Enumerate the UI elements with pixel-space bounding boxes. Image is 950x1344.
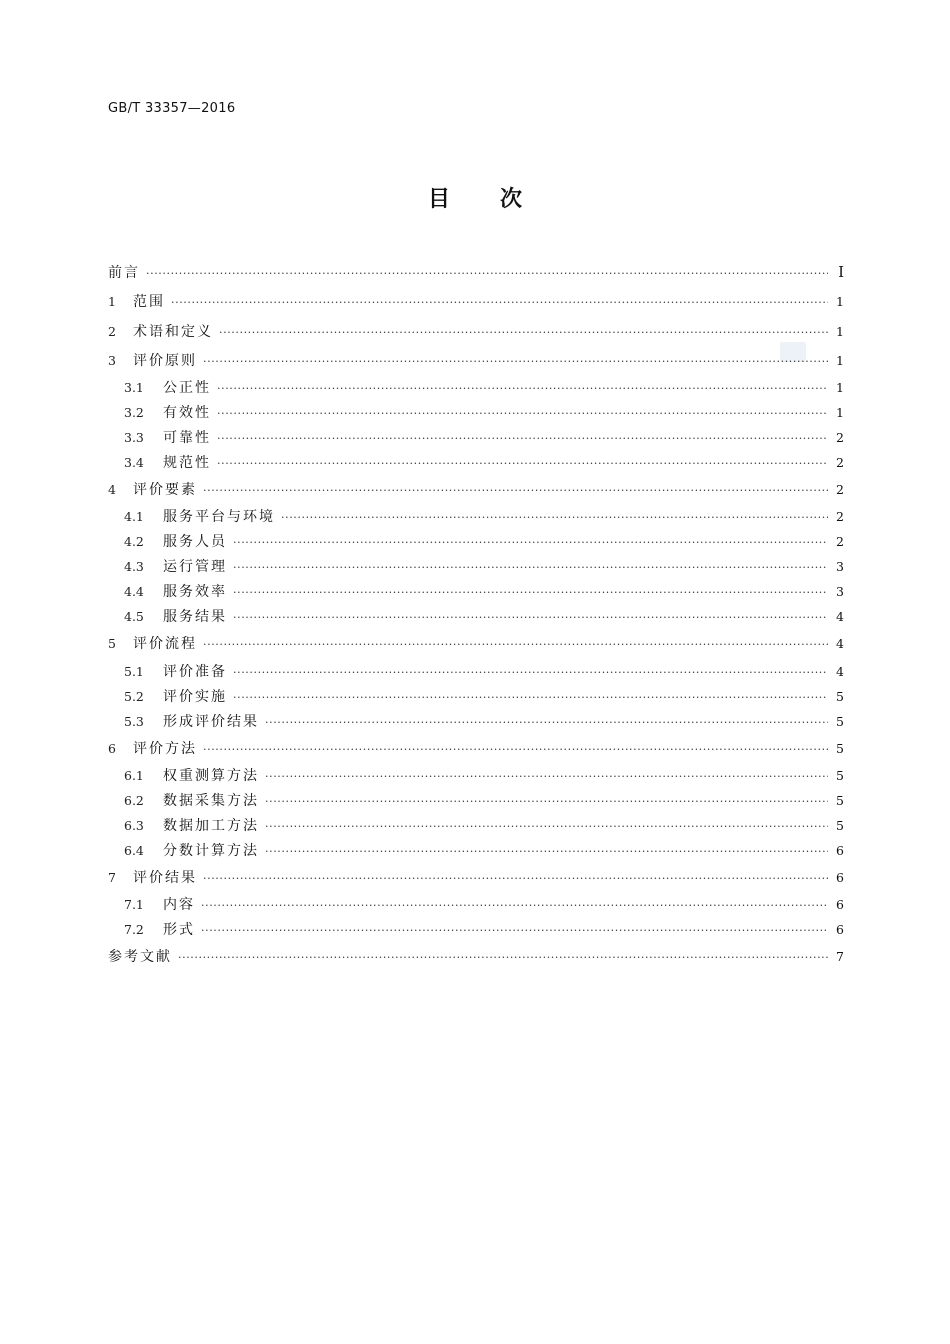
toc-entry-label: 服务效率 <box>163 584 227 601</box>
dot-leader <box>171 288 828 317</box>
toc-entry-page: 3 <box>836 584 844 600</box>
toc-entry-label: 评价要素 <box>133 482 197 499</box>
toc-entry-page: 6 <box>836 843 844 859</box>
dot-leader <box>233 660 828 685</box>
toc-entry[interactable] <box>108 529 844 554</box>
dot-leader <box>201 918 828 943</box>
dot-leader <box>233 555 828 580</box>
toc-entry-page: 4 <box>836 663 844 679</box>
toc-entry-number: 4 <box>108 482 116 498</box>
dot-leader <box>203 864 828 893</box>
toc-entry-label: 公正性 <box>163 380 211 397</box>
toc-entry-page: 1 <box>836 294 844 310</box>
toc-entry-number: 1 <box>108 294 116 310</box>
toc-entry-number: 4.2 <box>124 534 144 550</box>
toc-entry[interactable] <box>108 763 844 788</box>
toc-entry-page: 1 <box>836 380 844 396</box>
toc-entry-label: 术语和定义 <box>133 323 213 340</box>
toc-entry-page: 5 <box>836 740 844 756</box>
toc-entry[interactable] <box>108 838 844 863</box>
dot-leader <box>203 735 828 764</box>
toc-entry-label: 形成评价结果 <box>163 713 259 730</box>
dot-leader <box>281 505 828 530</box>
toc-entry[interactable] <box>108 917 844 942</box>
toc-entry[interactable] <box>108 258 844 287</box>
toc-entry-number: 6.4 <box>124 843 144 859</box>
toc-entry-label: 前言 <box>108 265 140 281</box>
toc-entry[interactable] <box>108 425 844 450</box>
toc-entry-page: 2 <box>836 534 844 550</box>
dot-leader <box>203 347 828 376</box>
toc-entry-number: 6 <box>108 740 116 756</box>
dot-leader <box>265 814 828 839</box>
toc-entry[interactable] <box>108 400 844 425</box>
toc-entry[interactable] <box>108 346 844 375</box>
toc-entry-page: 6 <box>836 897 844 913</box>
toc-entry[interactable] <box>108 629 844 658</box>
toc-entry-number: 5.3 <box>124 713 144 729</box>
toc-entry-page: 6 <box>836 870 844 886</box>
dot-leader <box>265 764 828 789</box>
dot-leader <box>203 630 828 659</box>
toc-entry-page: 5 <box>836 688 844 704</box>
toc-entry-page: 6 <box>836 922 844 938</box>
toc-entry-number: 6.2 <box>124 793 144 809</box>
toc-entry-label: 参考文献 <box>108 949 172 966</box>
toc-entry-label: 评价实施 <box>163 688 227 705</box>
toc-entry-label: 数据加工方法 <box>163 818 259 835</box>
toc-entry-page: 5 <box>836 818 844 834</box>
dot-leader <box>265 789 828 814</box>
toc-entry-page: 5 <box>836 713 844 729</box>
dot-leader <box>233 580 828 605</box>
dot-leader <box>265 710 828 735</box>
toc-entry-number: 7.2 <box>124 922 144 938</box>
toc-entry-number: 7 <box>108 870 116 886</box>
toc-entry-label: 评价方法 <box>133 740 197 757</box>
toc-entry-number: 3.1 <box>124 380 144 396</box>
dot-leader <box>203 476 828 505</box>
dot-leader <box>217 451 828 476</box>
dot-leader <box>217 401 828 426</box>
dot-leader <box>217 376 828 401</box>
toc-entry-number: 3.2 <box>124 405 144 421</box>
toc-entry[interactable] <box>108 942 844 971</box>
toc-entry-page: 1 <box>836 323 844 339</box>
toc-entry-label: 评价结果 <box>133 870 197 887</box>
toc-entry-number: 5 <box>108 636 116 652</box>
toc-entry-label: 形式 <box>163 922 195 939</box>
toc-entry-label: 评价流程 <box>133 636 197 653</box>
toc-entry-label: 分数计算方法 <box>163 843 259 860</box>
table-of-contents <box>108 258 844 972</box>
toc-entry-page: 5 <box>836 793 844 809</box>
toc-entry-page: 7 <box>836 949 844 965</box>
toc-entry-number: 3.4 <box>124 455 144 471</box>
dot-leader <box>201 893 828 918</box>
toc-entry[interactable] <box>108 579 844 604</box>
toc-entry-number: 3 <box>108 352 116 368</box>
toc-entry-label: 服务平台与环境 <box>163 509 275 526</box>
toc-entry-number: 4.1 <box>124 509 144 525</box>
dot-leader <box>233 530 828 555</box>
dot-leader <box>233 605 828 630</box>
toc-entry[interactable] <box>108 659 844 684</box>
toc-entry[interactable] <box>108 375 844 400</box>
dot-leader <box>233 685 828 710</box>
toc-entry-number: 6.1 <box>124 768 144 784</box>
toc-entry-label: 服务人员 <box>163 534 227 551</box>
toc-entry-page: 2 <box>836 455 844 471</box>
toc-entry-label: 运行管理 <box>163 559 227 576</box>
toc-entry-number: 5.2 <box>124 688 144 704</box>
toc-entry-page: 5 <box>836 768 844 784</box>
toc-entry[interactable] <box>108 863 844 892</box>
toc-entry-page: 4 <box>836 609 844 625</box>
toc-entry[interactable] <box>108 475 844 504</box>
toc-entry[interactable] <box>108 813 844 838</box>
toc-entry[interactable] <box>108 604 844 629</box>
toc-entry-label: 评价准备 <box>163 663 227 680</box>
toc-entry-label: 服务结果 <box>163 609 227 626</box>
toc-entry-number: 4.3 <box>124 559 144 575</box>
toc-entry-label: 权重测算方法 <box>163 768 259 785</box>
toc-entry[interactable] <box>108 554 844 579</box>
toc-entry-page: 2 <box>836 482 844 498</box>
toc-entry[interactable] <box>108 892 844 917</box>
toc-entry-label: 评价原则 <box>133 352 197 369</box>
toc-entry-number: 4.4 <box>124 584 144 600</box>
toc-entry-page: 2 <box>836 509 844 525</box>
toc-title: 目次 <box>427 187 572 212</box>
toc-entry[interactable] <box>108 734 844 763</box>
dot-leader <box>219 318 828 347</box>
toc-entry-number: 7.1 <box>124 897 144 913</box>
toc-entry-label: 有效性 <box>163 405 211 422</box>
toc-entry-number: 5.1 <box>124 663 144 679</box>
toc-entry[interactable] <box>108 287 844 316</box>
toc-entry-page: 3 <box>836 559 844 575</box>
toc-entry[interactable] <box>108 788 844 813</box>
dot-leader <box>178 943 828 972</box>
toc-entry-number: 2 <box>108 323 116 339</box>
toc-entry-page: 4 <box>836 636 844 652</box>
toc-entry-page: Ⅰ <box>838 263 844 281</box>
toc-entry-number: 3.3 <box>124 430 144 446</box>
toc-entry[interactable] <box>108 709 844 734</box>
toc-entry-label: 范围 <box>133 294 165 311</box>
dot-leader <box>146 259 828 288</box>
toc-entry-page: 1 <box>836 352 844 368</box>
toc-entry[interactable] <box>108 450 844 475</box>
standard-code: GB/T 33357—2016 <box>108 101 236 116</box>
toc-entry-number: 6.3 <box>124 818 144 834</box>
toc-entry[interactable] <box>108 684 844 709</box>
toc-entry-label: 规范性 <box>163 455 211 472</box>
toc-entry-page: 1 <box>836 405 844 421</box>
toc-entry[interactable] <box>108 317 844 346</box>
toc-entry[interactable] <box>108 504 844 529</box>
dot-leader <box>217 426 828 451</box>
toc-entry-page: 2 <box>836 430 844 446</box>
toc-entry-label: 内容 <box>163 897 195 914</box>
toc-entry-label: 可靠性 <box>163 430 211 447</box>
toc-entry-label: 数据采集方法 <box>163 793 259 810</box>
dot-leader <box>265 839 828 864</box>
toc-entry-number: 4.5 <box>124 609 144 625</box>
